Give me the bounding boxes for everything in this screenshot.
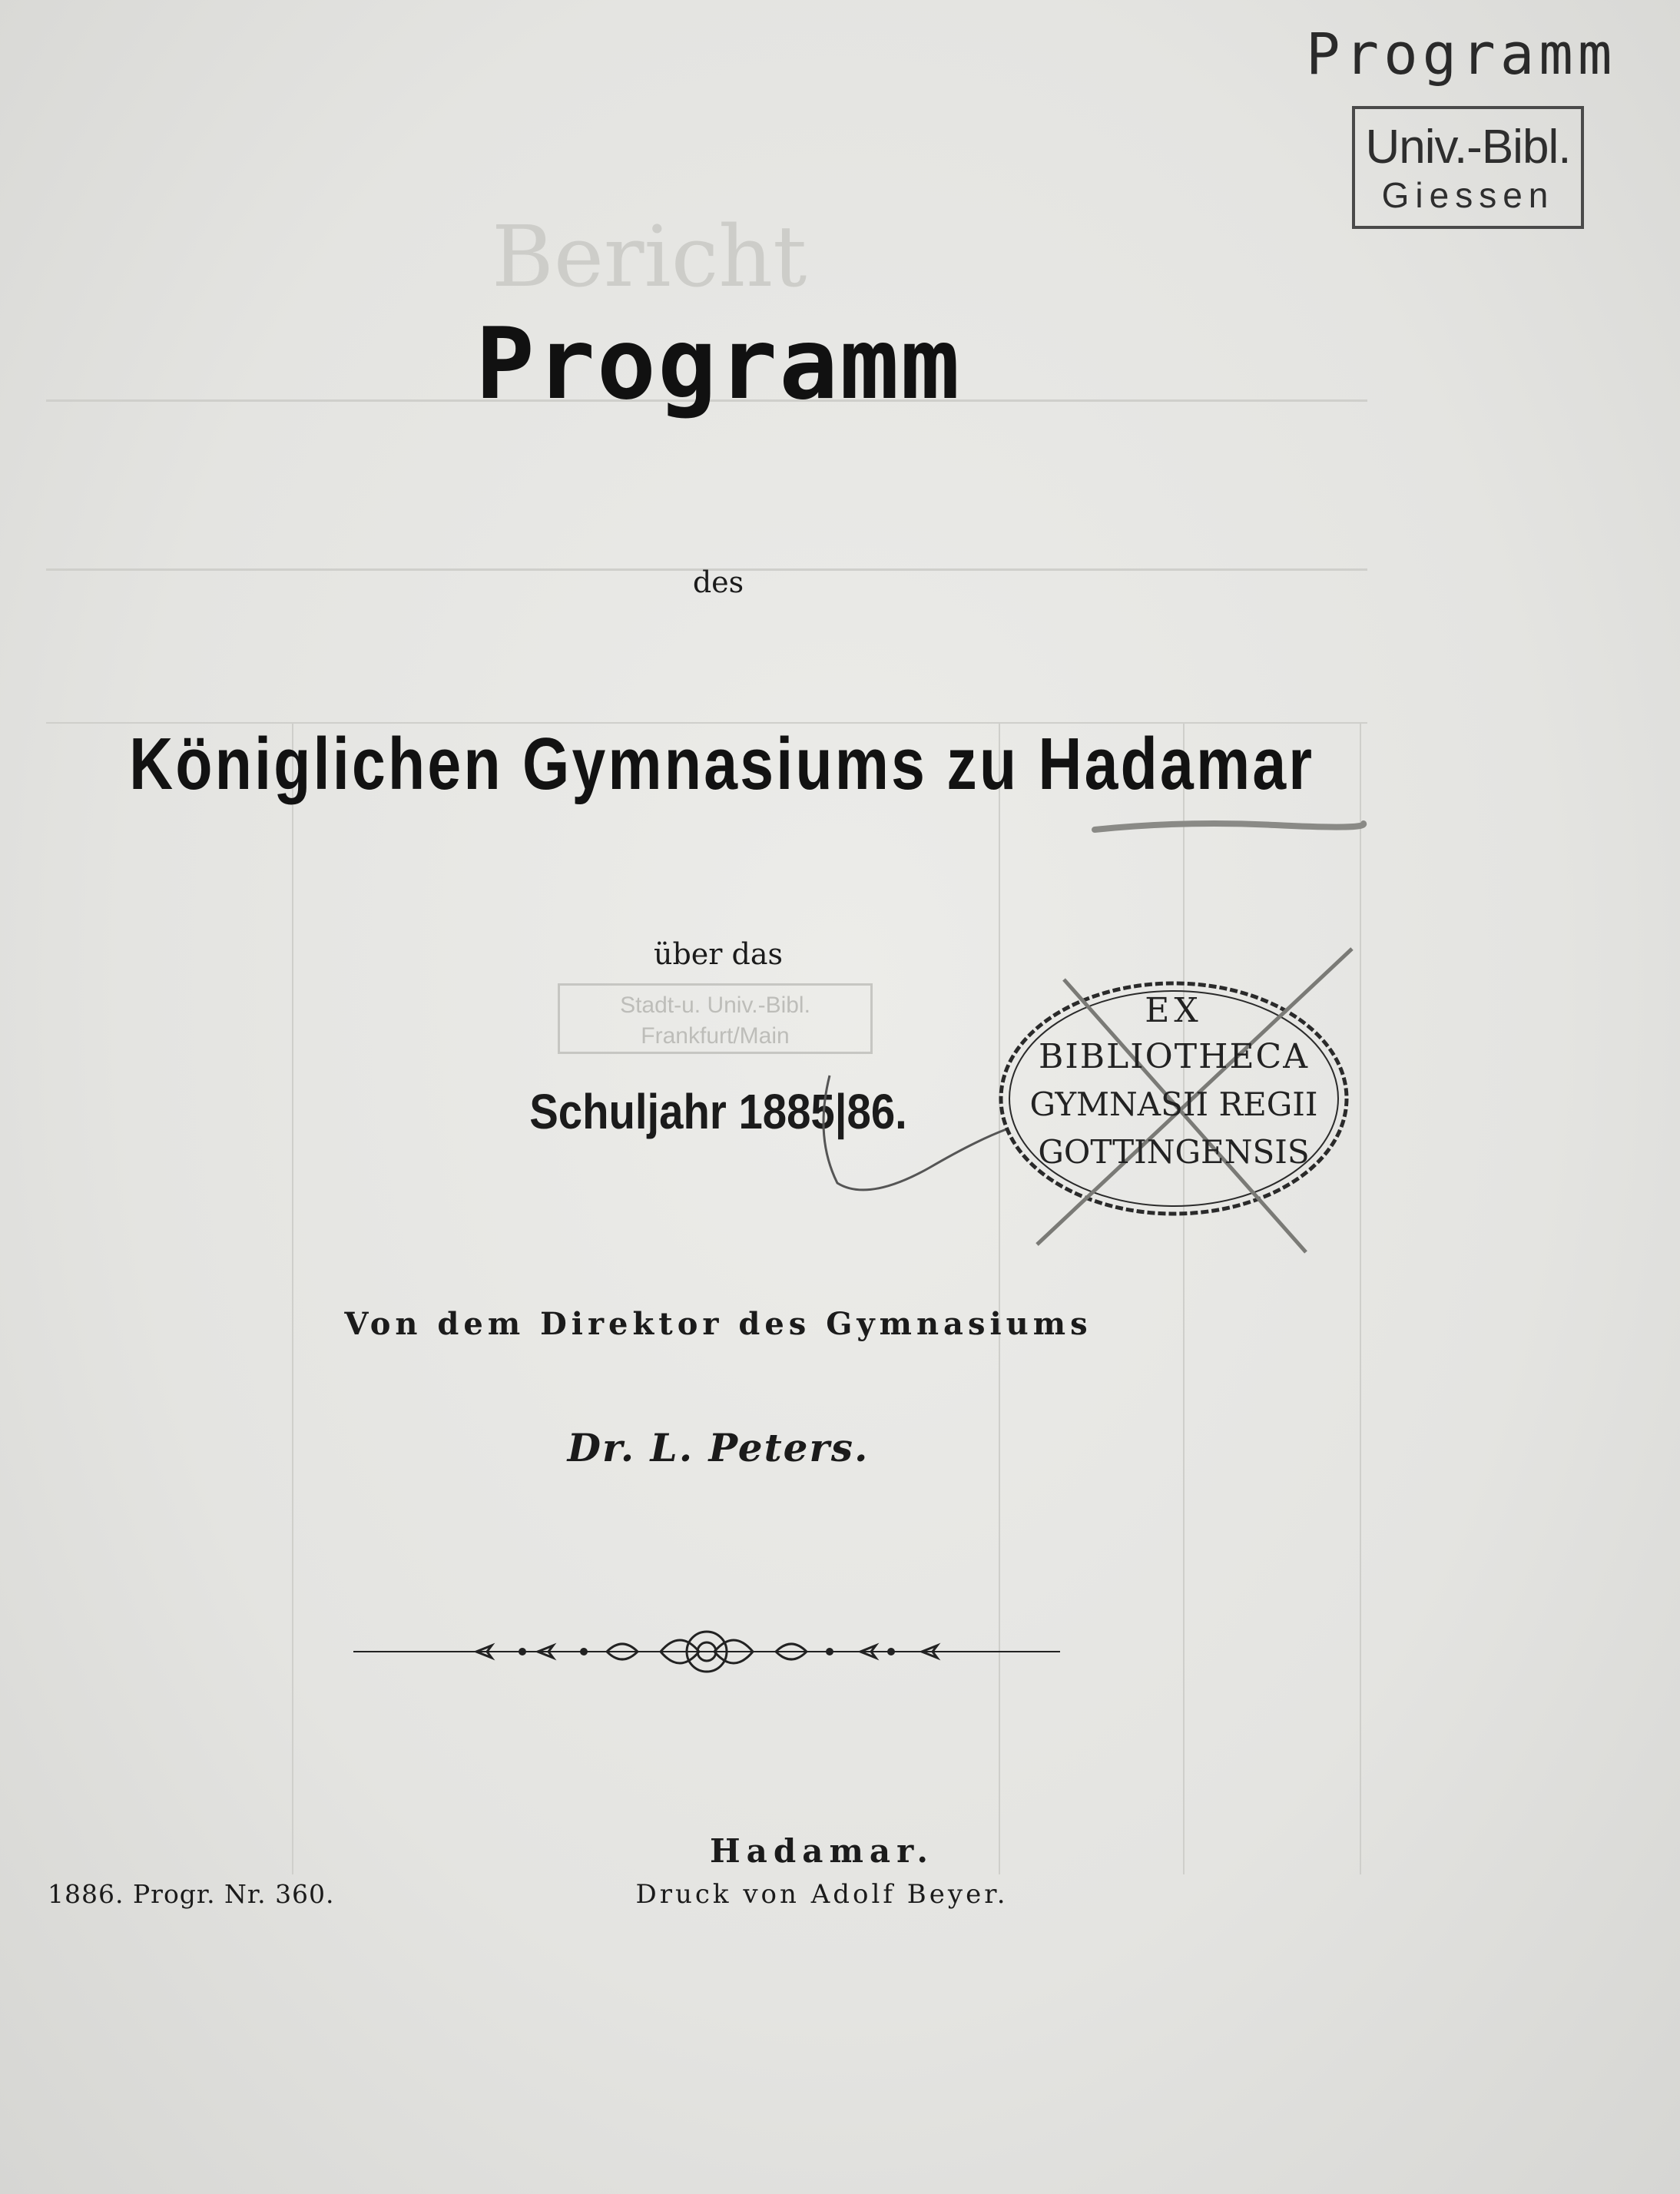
author-name: Dr. L. Peters. [567,1425,870,1470]
director-line: Von dem Direktor des Gymnasiums [344,1306,1092,1342]
faint-stamp-line2: Frankfurt/Main [641,1023,790,1049]
show-through-rule [292,722,293,1874]
library-stamp-line1: Univ.-Bibl. [1365,121,1571,174]
preposition-text: über das [653,937,783,971]
document-title: Programm [475,307,962,422]
faint-library-stamp [558,983,873,1054]
ex-libris-line-4: GOTTINGENSIS [1038,1133,1310,1171]
show-through-rule [1183,722,1185,1874]
faint-stamp-line1: Stadt-u. Univ.-Bibl. [620,993,810,1018]
show-through-rule [999,722,1000,1874]
show-through-text: Bericht [492,207,807,306]
ex-libris-line-2: BIBLIOTHECA [1039,1037,1309,1076]
ex-libris-line-1: EX [1145,991,1203,1030]
pen-stroke-mark [1091,814,1367,845]
title-article: des [692,565,744,599]
school-year: Schuljahr 1885|86. [529,1084,907,1139]
printer-line: Druck von Adolf Beyer. [635,1879,1009,1910]
ornamental-divider [353,1621,1060,1682]
program-number: 1886. Progr. Nr. 360. [48,1879,335,1909]
ex-libris-line-3: GYMNASII REGII [1029,1085,1318,1123]
place-of-print: Hadamar. [709,1832,935,1870]
ex-libris-stamp [991,945,1360,1268]
corner-label: Programm [1306,22,1617,88]
institution-name: Königlichen Gymnasiums zu Hadamar [129,723,1315,805]
library-stamp-line2: Giessen [1381,175,1555,215]
library-stamp-giessen [1352,106,1584,229]
show-through-rule [1360,722,1361,1874]
pen-squiggle-mark [814,1068,1014,1206]
